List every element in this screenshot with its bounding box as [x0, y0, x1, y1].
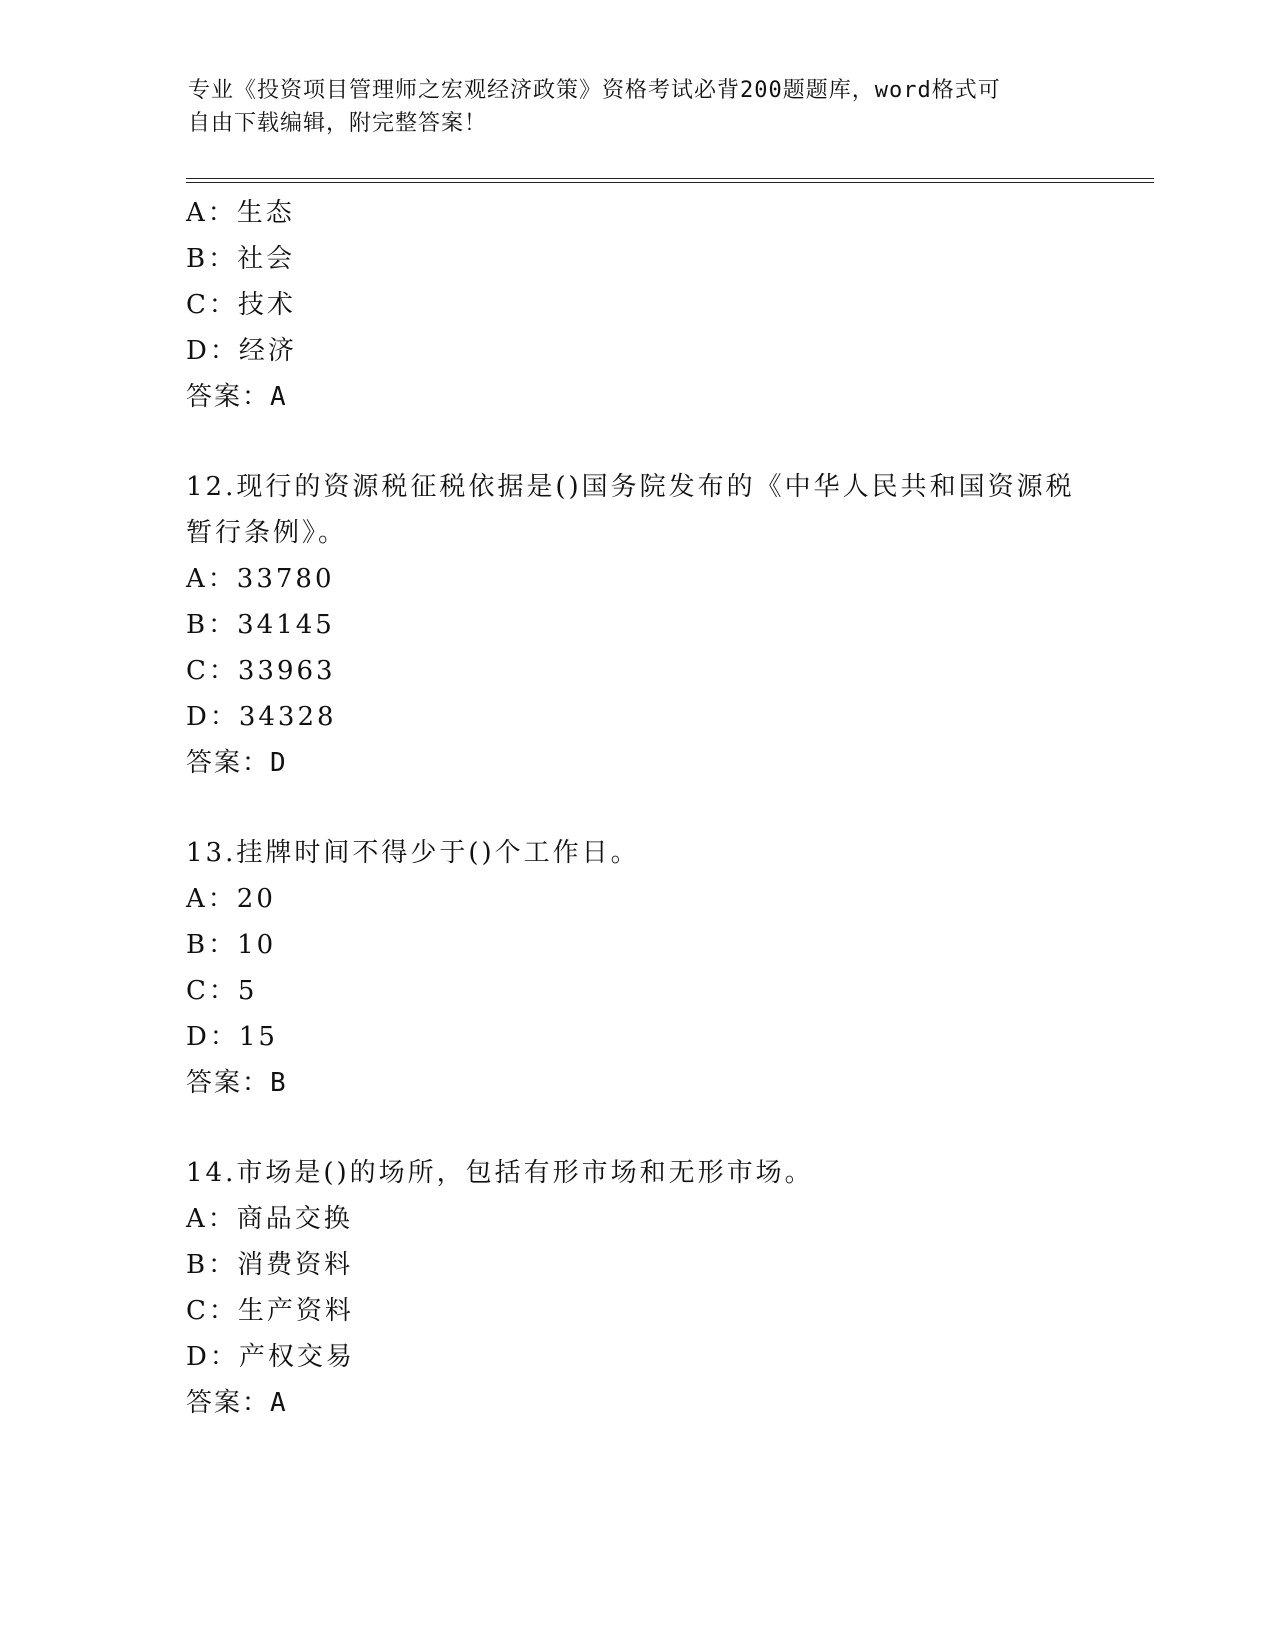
question-block-prev [186, 190, 1126, 420]
option-d: D：15 [186, 1022, 278, 1052]
spacer [186, 786, 1126, 830]
question-block-14 [186, 1150, 1126, 1426]
header-line-1: 专业《投资项目管理师之宏观经济政策》资格考试必背200题题库，word格式可 [188, 78, 1001, 103]
question-text: 12.现行的资源税征税依据是()国务院发布的《中华人民共和国资源税 [186, 472, 1075, 502]
option-c: C：技术 [186, 290, 296, 320]
answer-line: 答案：A [186, 382, 288, 412]
option-d: D：经济 [186, 336, 297, 366]
option-d: D：产权交易 [186, 1342, 355, 1372]
answer-line: 答案：A [186, 1388, 288, 1418]
spacer [186, 1106, 1126, 1150]
answer-line: 答案：B [186, 1068, 288, 1098]
header-rule-bottom [186, 182, 1154, 183]
option-c: C：生产资料 [186, 1296, 354, 1326]
option-c: C：5 [186, 976, 258, 1006]
option-b: B：社会 [186, 244, 296, 274]
question-content [186, 190, 1126, 1426]
header-line-2: 自由下载编辑，附完整答案！ [188, 111, 488, 136]
question-text: 13.挂牌时间不得少于()个工作日。 [186, 838, 640, 868]
option-a: A：33780 [186, 564, 335, 594]
option-a: A：生态 [186, 198, 295, 228]
question-text: 14.市场是()的场所，包括有形市场和无形市场。 [186, 1158, 814, 1188]
option-c: C：33963 [186, 656, 336, 686]
option-b: B：34145 [186, 610, 335, 640]
answer-line: 答案：D [186, 748, 288, 778]
question-block-12 [186, 464, 1126, 786]
question-text-cont: 暂行条例》。 [186, 518, 348, 548]
document-header [188, 74, 1088, 140]
option-b: B：10 [186, 930, 277, 960]
option-a: A：商品交换 [186, 1204, 353, 1234]
header-rule-top [186, 178, 1154, 179]
option-a: A：20 [186, 884, 276, 914]
spacer [186, 420, 1126, 464]
option-b: B：消费资料 [186, 1250, 354, 1280]
option-d: D：34328 [186, 702, 337, 732]
question-block-13 [186, 830, 1126, 1106]
